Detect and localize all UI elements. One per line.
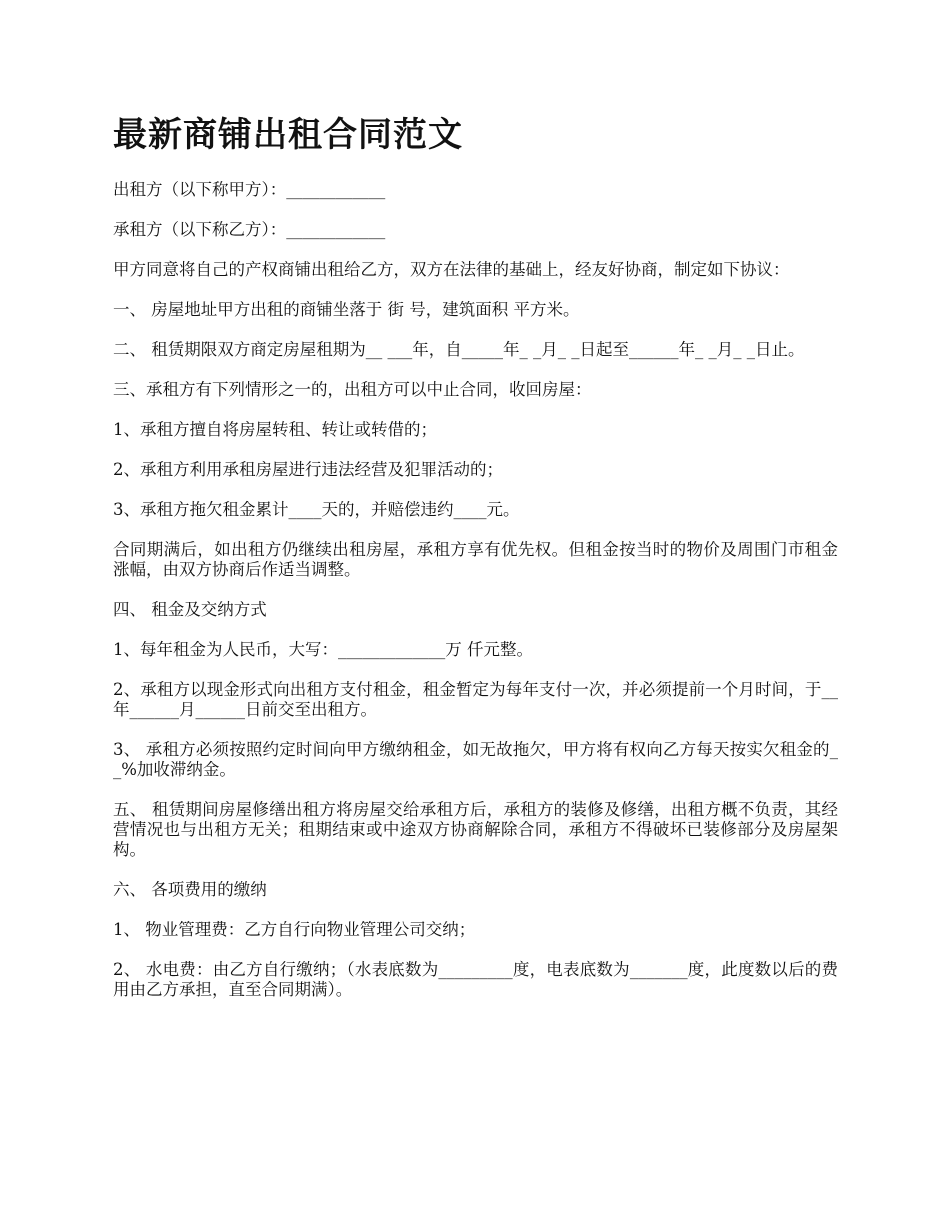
agreement-intro: 甲方同意将自己的产权商铺出租给乙方，双方在法律的基础上，经友好协商，制定如下协议： — [113, 260, 790, 279]
clause-6-item-1: 1、 物业管理费：乙方自行向物业管理公司交纳； — [113, 920, 476, 939]
clause-4-rent-heading: 四、 租金及交纳方式 — [113, 600, 267, 619]
clause-3-item-1: 1、承租方擅自将房屋转租、转让或转借的； — [113, 420, 437, 439]
clause-3-item-2: 2、承租方利用承租房屋进行违法经营及犯罪活动的； — [113, 460, 503, 479]
lessor-line: 出租方（以下称甲方）：____________ — [113, 180, 386, 199]
document-title: 最新商铺出租合同范文 — [113, 115, 463, 155]
clause-4-item-2: 2、承租方以现金形式向出租方支付租金，租金暂定为每年支付一次，并必须提前一个月时间，于__年______月______日前交至出租方。 — [113, 680, 838, 719]
clause-5-repairs: 五、 租赁期间房屋修缮出租方将房屋交给承租方后，承租方的装修及修缮，出租方概不负责，其经营情况也与出租方无关；租期结束或中途双方协商解除合同，承租方不得破坏已装修部分及房屋架构。 — [113, 800, 838, 859]
clause-6-item-2: 2、 水电费：由乙方自行缴纳；（水表底数为_________度，电表底数为_______度，此度数以后的费用由乙方承担，直至合同期满）。 — [113, 960, 838, 999]
clause-1-address: 一、 房屋地址甲方出租的商铺坐落于 街 号，建筑面积 平方米。 — [113, 300, 580, 319]
clause-3-item-3: 3、承租方拖欠租金累计____天的，并赔偿违约____元。 — [113, 500, 520, 519]
clause-4-item-1: 1、每年租金为人民币，大写：_____________万 仟元整。 — [113, 640, 533, 659]
clause-3-termination: 三、承租方有下列情形之一的，出租方可以中止合同，收回房屋： — [113, 380, 592, 399]
clause-6-fees-heading: 六、 各项费用的缴纳 — [113, 880, 267, 899]
document-page — [113, 112, 838, 1020]
renewal-paragraph: 合同期满后，如出租方仍继续出租房屋，承租方享有优先权。但租金按当时的物价及周围门市租金涨幅，由双方协商后作适当调整。 — [113, 540, 838, 579]
lessee-line: 承租方（以下称乙方）：____________ — [113, 220, 386, 239]
clause-4-item-3: 3、 承租方必须按照约定时间向甲方缴纳租金，如无故拖欠，甲方将有权向乙方每天按实欠租金的__%加收滞纳金。 — [113, 740, 838, 779]
clause-2-term: 二、 租赁期限双方商定房屋租期为__ ___年，自_____年_ _月_ _日起至______年_ _月_ _日止。 — [113, 340, 805, 359]
